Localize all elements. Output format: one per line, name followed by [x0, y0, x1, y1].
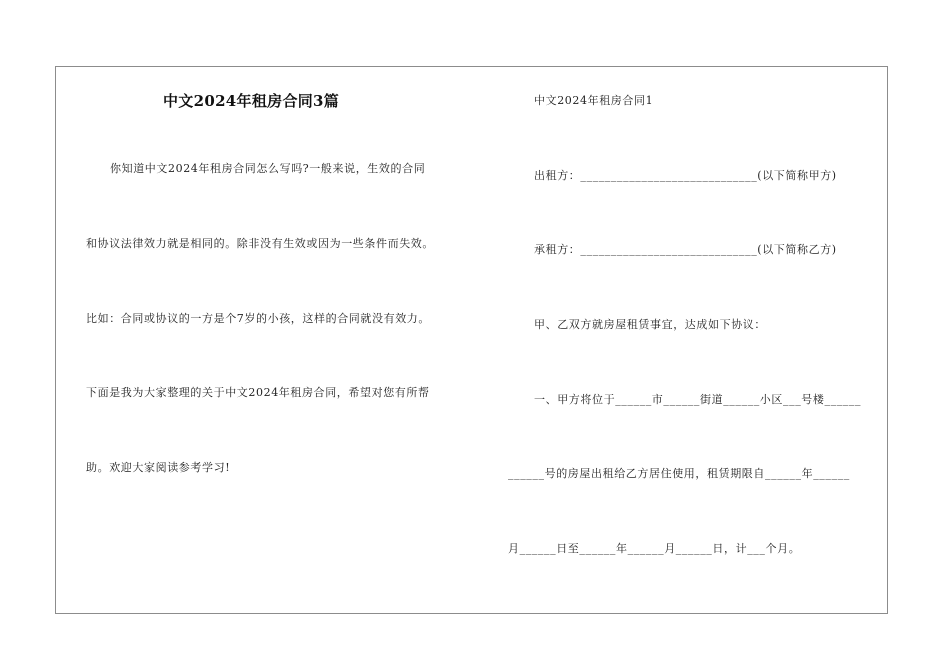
clause-line-2: ______号的房屋出租给乙方居住使用，租赁期限自______年______ — [508, 467, 850, 480]
intro-line-1: 你知道中文2024年租房合同怎么写吗?一般来说，生效的合同 — [110, 162, 426, 175]
agreement-intro: 甲、乙双方就房屋租赁事宜，达成如下协议： — [534, 318, 766, 331]
clause-line-3: 月______日至______年______月______日，计___个月。 — [508, 542, 801, 555]
document-page-frame — [55, 66, 888, 614]
lessee-line: 承租方：_____________________________(以下简称乙方) — [534, 243, 837, 256]
lessor-line: 出租方：_____________________________(以下简称甲方) — [534, 169, 837, 182]
intro-line-5: 助。欢迎大家阅读参考学习! — [86, 461, 231, 474]
document-title: 中文2024年租房合同3篇 — [163, 92, 340, 110]
intro-line-3: 比如：合同或协议的一方是个7岁的小孩，这样的合同就没有效力。 — [86, 312, 430, 325]
intro-line-2: 和协议法律效力就是相同的。除非没有生效或因为一些条件而失效。 — [86, 237, 434, 250]
clause-line-1: 一、甲方将位于______市______街道______小区___号楼______ — [534, 393, 862, 406]
contract-heading: 中文2024年租房合同1 — [534, 94, 654, 107]
intro-line-4: 下面是我为大家整理的关于中文2024年租房合同，希望对您有所帮 — [86, 386, 430, 399]
